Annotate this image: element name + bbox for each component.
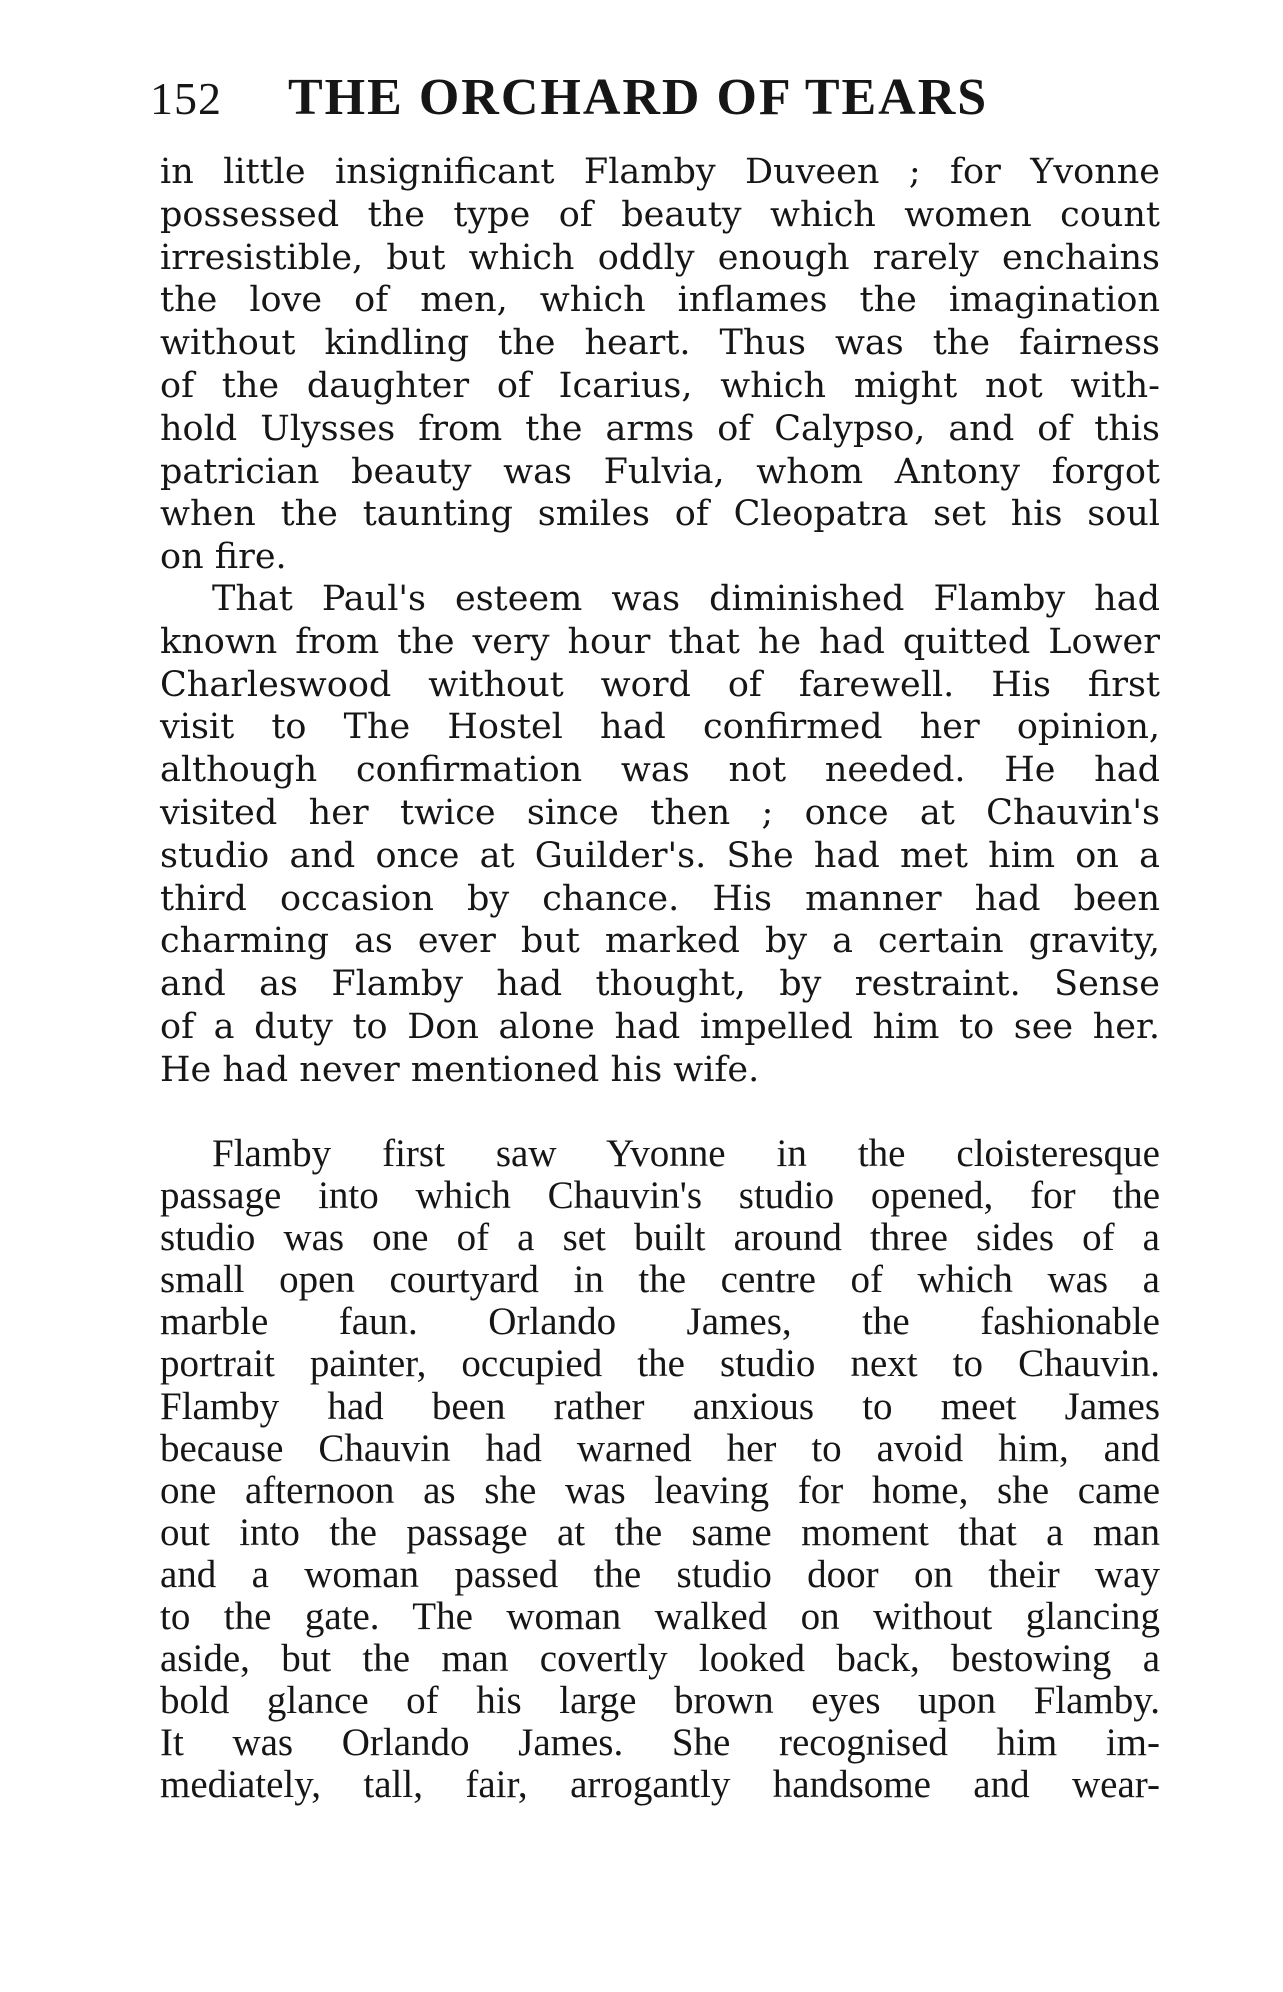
- text-line: passage into which Chauvin's studio opened, for the: [160, 1174, 1160, 1218]
- text-line: in little insignificant Flamby Duveen ; for Yvonne: [160, 152, 1160, 192]
- text-line: known from the very hour that he had quitted Lower: [160, 621, 1160, 662]
- text-line: and a woman passed the studio door on their way: [160, 1552, 1160, 1596]
- text-line: hold Ulysses from the arms of Calypso, and of this: [160, 408, 1160, 449]
- text-line: bold glance of his large brown eyes upon Flamby.: [160, 1679, 1160, 1723]
- text-line: when the taunting smiles of Cleopatra set his soul: [160, 494, 1160, 535]
- text-line: That Paul's esteem was diminished Flamby had: [212, 579, 1160, 619]
- text-line: the love of men, which inflames the imagination: [160, 280, 1160, 321]
- paragraph-first-saw-yvonne: [160, 1133, 1160, 1807]
- text-line: charming as ever but marked by a certain gravity,: [160, 921, 1160, 962]
- text-line: on fire.: [160, 537, 287, 578]
- text-line: although confirmation was not needed. He had: [160, 750, 1160, 791]
- text-line: He had never mentioned his wife.: [160, 1049, 760, 1090]
- text-line: Flamby had been rather anxious to meet James: [160, 1384, 1160, 1428]
- text-line: visited her twice since then ; once at Chauvin's: [160, 792, 1160, 833]
- text-line: out into the passage at the same moment that a man: [160, 1510, 1160, 1554]
- text-line: third occasion by chance. His manner had been: [160, 878, 1160, 919]
- text-line: to the gate. The woman walked on without glancing: [160, 1595, 1160, 1639]
- text-line: studio was one of a set built around three sides of a: [160, 1216, 1160, 1260]
- text-line: portrait painter, occupied the studio next to Chauvin.: [160, 1342, 1160, 1386]
- text-line: marble faun. Orlando James, the fashionable: [160, 1300, 1160, 1344]
- text-line: aside, but the man covertly looked back, bestowing a: [160, 1637, 1160, 1681]
- text-line: Flamby first saw Yvonne in the cloisteresque: [212, 1132, 1160, 1175]
- text-line: irresistible, but which oddly enough rarely enchains: [160, 237, 1160, 278]
- text-line: of the daughter of Icarius, which might not with-: [160, 365, 1160, 406]
- text-line: mediately, tall, fair, arrogantly handsome and wear-: [160, 1763, 1160, 1807]
- text-line: small open courtyard in the centre of which was a: [160, 1258, 1160, 1302]
- text-line: Charleswood without word of farewell. His first: [160, 664, 1160, 705]
- page-number: 152: [150, 73, 222, 124]
- text-line: one afternoon as she was leaving for home, she came: [160, 1468, 1160, 1512]
- text-line: possessed the type of beauty which women count: [160, 194, 1160, 235]
- text-line: because Chauvin had warned her to avoid him, and: [160, 1426, 1160, 1470]
- text-line: without kindling the heart. Thus was the fairness: [160, 323, 1160, 364]
- text-line: patrician beauty was Fulvia, whom Antony forgot: [160, 451, 1160, 492]
- text-line: studio and once at Guilder's. She had met him on a: [160, 835, 1160, 876]
- text-line: and as Flamby had thought, by restraint. Sense: [160, 964, 1160, 1005]
- paragraph-continued: [160, 151, 1160, 579]
- running-head: [140, 62, 1140, 132]
- text-line: It was Orlando James. She recognised him im-: [160, 1721, 1160, 1765]
- paragraph-pauls-esteem: [160, 578, 1160, 1092]
- book-title: THE ORCHARD OF TEARS: [288, 69, 989, 126]
- text-line: of a duty to Don alone had impelled him to see her.: [160, 1006, 1160, 1047]
- text-line: visit to The Hostel had confirmed her opinion,: [160, 707, 1160, 748]
